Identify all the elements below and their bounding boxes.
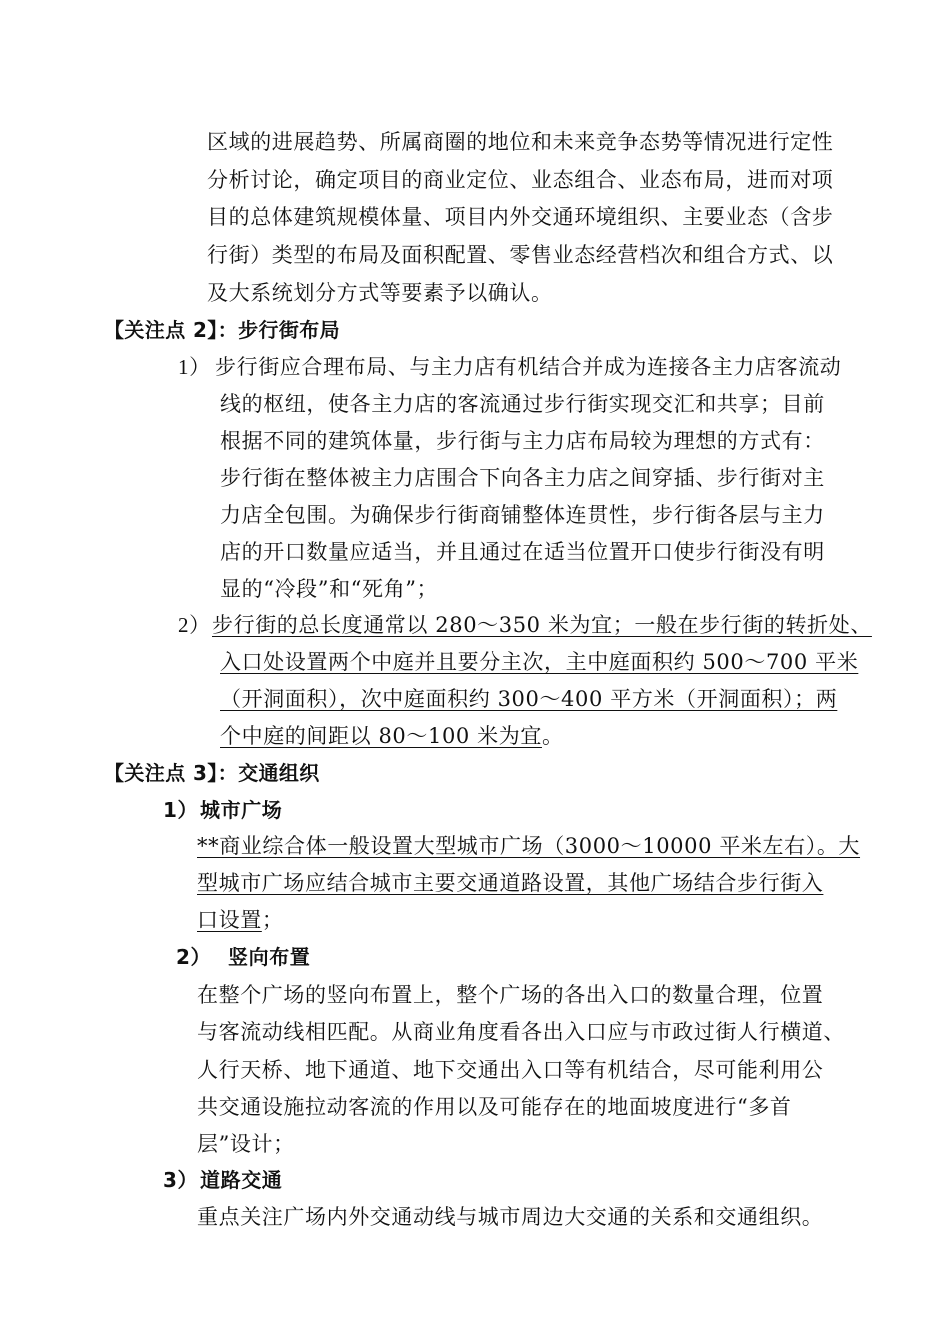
focus-2-heading: 【关注点 2】：步行街布局 (104, 318, 341, 342)
subsection-line-underlined: 型城市广场应结合城市主要交通道路设置，其他广场结合步行街入 (197, 871, 824, 895)
subsection-number: 3） (163, 1168, 199, 1192)
item-line: 根据不同的建筑体量，步行街与主力店布局较为理想的方式有： (220, 429, 825, 453)
item-line: 显的“冷段”和“死角”； (220, 577, 439, 601)
subsection-title: 道路交通 (200, 1168, 283, 1192)
subsection-line: 重点关注广场内外交通动线与城市周边大交通的关系和交通组织。 (197, 1205, 824, 1229)
subsection-line-underlined: 口设置 (197, 908, 262, 932)
subsection-title: 竖向布置 (228, 945, 311, 969)
item-line: 力店全包围。为确保步行街商铺整体连贯性，步行街各层与主力 (220, 503, 825, 527)
subsection-line: 在整个广场的竖向布置上，整个广场的各出入口的数量合理，位置 (197, 983, 824, 1007)
subsection-title: 城市广场 (200, 798, 283, 822)
item-number: 1） (178, 355, 211, 379)
subsection-line-last (197, 905, 283, 935)
subsection-line-underlined: **商业综合体一般设置大型城市广场（3000～10000 平米左右）。大 (197, 834, 861, 858)
sentence-end: 。 (541, 724, 564, 748)
item-line-last (220, 721, 564, 751)
item-line-underlined: 入口处设置两个中庭并且要分主次，主中庭面积约 500～700 平米 (220, 650, 859, 674)
subsection-number: 2） (176, 945, 212, 969)
focus-3-heading: 【关注点 3】：交通组织 (104, 761, 320, 785)
item-line-underlined: （开洞面积），次中庭面积约 300～400 平方米（开洞面积）；两 (220, 687, 838, 711)
subsection-number: 1） (163, 798, 199, 822)
item-number: 2） (178, 613, 211, 637)
item-line: 店的开口数量应适当，并且通过在适当位置开口使步行街没有明 (220, 540, 825, 564)
intro-line: 区域的进展趋势、所属商圈的地位和未来竞争态势等情况进行定性 (207, 130, 834, 154)
intro-line: 分析讨论，确定项目的商业定位、业态组合、业态布局，进而对项 (207, 168, 834, 192)
item-line: 步行街在整体被主力店围合下向各主力店之间穿插、步行街对主 (220, 466, 825, 490)
subsection-line: 与客流动线相匹配。从商业角度看各出入口应与市政过街人行横道、 (197, 1020, 845, 1044)
item-line-underlined: 个中庭的间距以 80～100 米为宜 (220, 724, 542, 748)
subsection-line: 共交通设施拉动客流的作用以及可能存在的地面坡度进行“多首 (197, 1095, 792, 1119)
sentence-end: ； (261, 908, 284, 932)
item-line: 线的枢纽，使各主力店的客流通过步行街实现交汇和共享；目前 (220, 392, 825, 416)
intro-line: 及大系统划分方式等要素予以确认。 (207, 281, 553, 305)
subsection-line: 层”设计； (197, 1132, 295, 1156)
item-line-underlined: 步行街的总长度通常以 280～350 米为宜；一般在步行街的转折处、 (212, 613, 872, 637)
item-line: 步行街应合理布局、与主力店有机结合并成为连接各主力店客流动 (215, 355, 842, 379)
intro-line: 行街）类型的布局及面积配置、零售业态经营档次和组合方式、以 (207, 243, 834, 267)
intro-line: 目的总体建筑规模体量、项目内外交通环境组织、主要业态（含步 (207, 205, 834, 229)
subsection-line: 人行天桥、地下通道、地下交通出入口等有机结合，尽可能利用公 (197, 1058, 824, 1082)
